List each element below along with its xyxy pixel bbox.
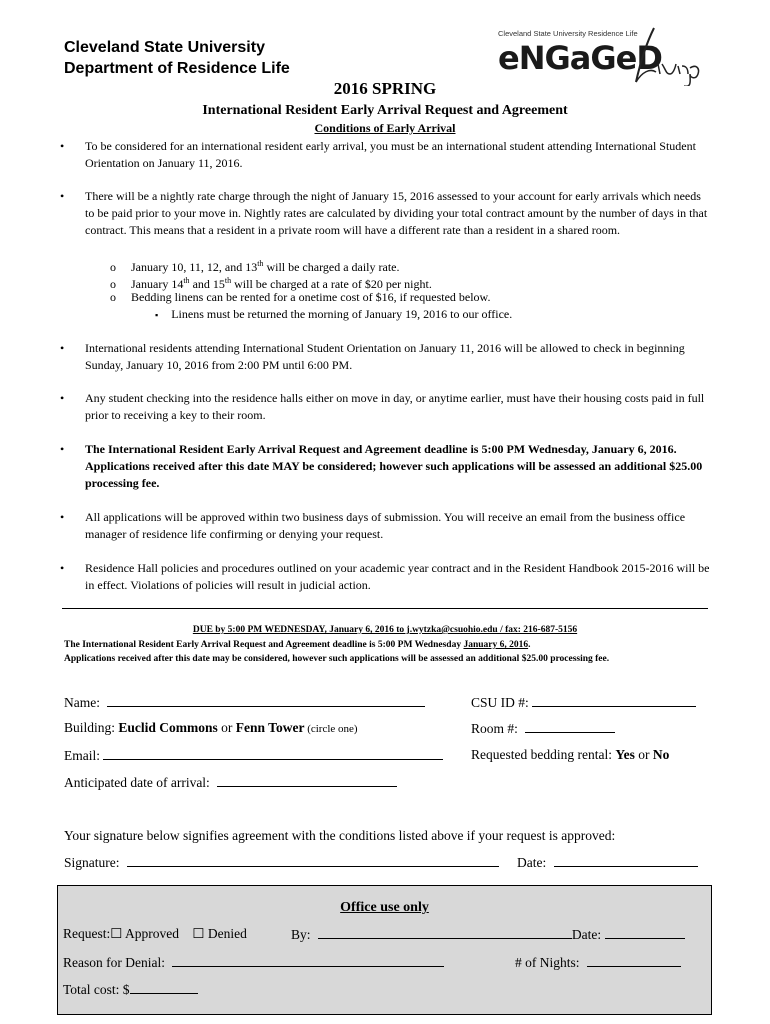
signature-field[interactable] (64, 853, 499, 872)
signature-date-field[interactable] (517, 853, 698, 872)
email-label: Email: (64, 748, 100, 763)
bullet-dot: • (60, 341, 65, 355)
arrival-line[interactable] (217, 773, 397, 787)
conditions-heading: Conditions of Early Arrival (314, 121, 456, 135)
due-line-2: Applications received after this date may be considered, however such applications will be assessed an additional $25.00 processing fee. (64, 654, 610, 664)
due-line-1: The International Resident Early Arrival Request and Agreement deadline is 5:00 PM Wednesday January 6, 2016. (64, 640, 531, 650)
sub-bullet-night-rate: o January 14th and 15th will be charged at a rate of $20 per night. (110, 276, 432, 291)
signature-line[interactable] (127, 853, 499, 867)
denial-reason-field[interactable] (63, 953, 444, 972)
office-use-box (57, 885, 712, 1015)
csu-id-field[interactable] (471, 693, 696, 712)
condition-text: All applications will be approved within two business days of submission. You will receive an email from the business office manager of residence life confirming or denying your request. (85, 510, 686, 541)
denied-checkbox[interactable]: ☐ (192, 926, 205, 941)
building-field: Building: Euclid Commons or Fenn Tower (circle one) (64, 720, 358, 735)
sub-bullet-daily-rate: o January 10, 11, 12, and 13th will be charged a daily rate. (110, 259, 400, 274)
bedding-no-option[interactable]: No (652, 747, 670, 762)
office-date-label: Date: (571, 927, 602, 942)
due-heading: DUE by 5:00 PM WEDNESDAY, January 6, 2016 to j.wytzka@csuohio.edu / fax: 216-687-5156 (192, 625, 578, 635)
reason-line[interactable] (172, 953, 444, 967)
approved-by-field[interactable] (291, 925, 685, 944)
agreement-statement: Your signature below signifies agreement with the conditions listed above if your request is approved: (64, 828, 616, 843)
csu-id-line[interactable] (532, 693, 696, 707)
by-line[interactable] (318, 925, 572, 939)
term-heading: 2016 SPRING (333, 79, 437, 98)
condition-text: International residents attending International Student Orientation on January 11, 2016 will be allowed to check in beginning Sunday, January 10, 2016 from 2:00 PM until 6:00 PM. (85, 341, 685, 372)
logo-script-icon (616, 24, 706, 86)
total-line[interactable] (130, 980, 198, 994)
request-label: Request: (63, 926, 111, 941)
office-use-title: Office use only (340, 900, 429, 915)
room-line[interactable] (525, 719, 615, 733)
nights-label: # of Nights: (515, 955, 580, 970)
bullet-dot: • (60, 139, 65, 153)
logo-main-text: eNGaGeD (498, 39, 662, 77)
form-subtitle: International Resident Early Arrival Request and Agreement (202, 103, 568, 118)
email-line[interactable] (103, 746, 443, 760)
total-label: Total cost: $ (63, 982, 130, 997)
office-date-line[interactable] (605, 925, 685, 939)
condition-text: There will be a nightly rate charge through the night of January 15, 2016 assessed to your account for early arrivals which needs to be paid prior to your move in. Nightly rates are calculated by dividing your total contract amount by the number of days in that contract. This means that a resident in a private room will have a different rate than a resident in a shared room. (85, 189, 708, 237)
condition-text: Residence Hall policies and procedures outlined on your academic year contract and in the Resident Handbook 2015-2016 will be in effect. Violations of policies will result in judicial action. (85, 561, 710, 592)
sub-sub-bullet-linens-return: ▪ Linens must be returned the morning of January 19, 2016 to our office. (155, 307, 513, 321)
room-label: Room #: (471, 721, 518, 736)
approved-label: Approved (125, 926, 179, 941)
arrival-label: Anticipated date of arrival: (64, 775, 210, 790)
building-label: Building: (64, 720, 116, 735)
bullet-dot: • (60, 391, 65, 405)
approved-checkbox[interactable]: ☐ (110, 926, 123, 941)
bullet-dot: • (60, 442, 65, 456)
department-name: Department of Residence Life (64, 60, 290, 77)
bedding-field: Requested bedding rental: Yes or No (471, 747, 670, 762)
nights-field[interactable] (515, 953, 681, 972)
sub-bullet-linens: o Bedding linens can be rented for a onetime cost of $16, if requested below. (110, 290, 491, 304)
condition-text: To be considered for an international resident early arrival, you must be an international student attending International Student Orientation on January 11, 2016. (85, 139, 696, 170)
request-status-field (63, 925, 247, 943)
email-field[interactable] (64, 746, 443, 765)
csu-id-label: CSU ID #: (471, 695, 529, 710)
deadline-text: The International Resident Early Arrival Request and Agreement deadline is 5:00 PM Wednesday, January 6, 2016. Applications received after this date MAY be considered; however such applications will be assessed an additional $25.00 processing fee. (85, 442, 703, 490)
bedding-yes-option[interactable]: Yes (615, 747, 635, 762)
signature-date-label: Date: (517, 855, 547, 870)
bullet-dot: • (60, 189, 65, 203)
bullet-dot: • (60, 561, 65, 575)
bullet-dot: • (60, 510, 65, 524)
document-header (64, 37, 290, 79)
nights-line[interactable] (587, 953, 681, 967)
name-line[interactable] (107, 693, 425, 707)
logo-small-text: Cleveland State University Residence Life (498, 29, 638, 38)
due-details (64, 638, 704, 666)
condition-text: Any student checking into the residence halls either on move in day, or anytime earlier, must have their housing costs paid in full prior to receiving a key to their room. (85, 391, 705, 422)
engaged-living-logo (496, 24, 706, 86)
signature-date-line[interactable] (554, 853, 698, 867)
building-option-fenn[interactable]: Fenn Tower (235, 720, 305, 735)
section-divider (62, 608, 708, 609)
arrival-date-field[interactable] (64, 773, 397, 792)
by-label: By: (291, 927, 311, 942)
name-label: Name: (64, 695, 100, 710)
reason-label: Reason for Denial: (63, 955, 165, 970)
building-option-euclid[interactable]: Euclid Commons (118, 720, 218, 735)
denied-label: Denied (207, 926, 247, 941)
total-cost-field[interactable] (63, 980, 198, 999)
room-field[interactable] (471, 719, 615, 738)
name-field[interactable] (64, 693, 425, 712)
university-name: Cleveland State University (64, 39, 265, 56)
signature-label: Signature: (64, 855, 120, 870)
bedding-label: Requested bedding rental: (471, 747, 612, 762)
